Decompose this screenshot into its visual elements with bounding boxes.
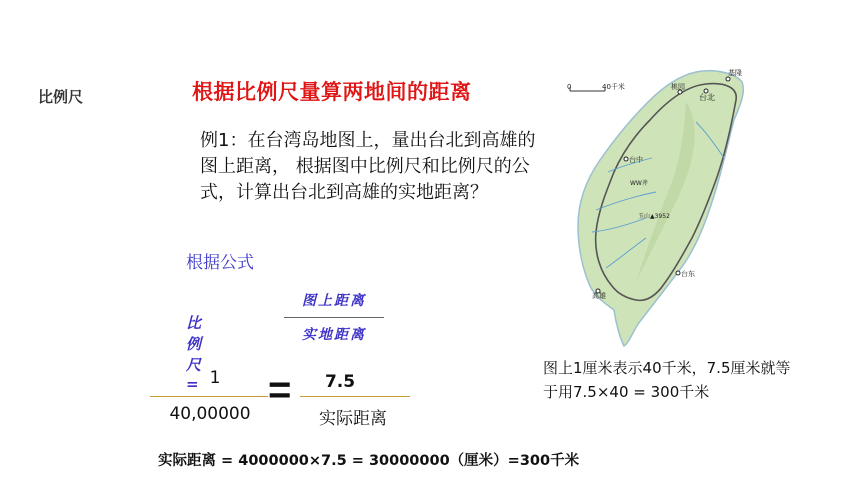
label-taoyuan: 桃园 xyxy=(671,83,685,91)
scale-formula-denominator: 实地距离 xyxy=(302,327,366,343)
label-yushan: 玉山▲3952 xyxy=(638,213,670,220)
label-taichung: 台中 xyxy=(629,156,643,164)
label-taitung: 台东 xyxy=(681,270,695,278)
label-kaohsiung: 高雄 xyxy=(592,292,606,300)
map-caption: 图上1厘米表示40千米，7.5厘米就等于用7.5×40 = 300千米 xyxy=(543,359,791,401)
scale-formula-bar xyxy=(284,317,384,318)
formula-label: 根据公式 xyxy=(186,253,254,273)
taitung-marker xyxy=(676,271,680,275)
scale-formula-numerator: 图上距离 xyxy=(302,293,366,309)
scale-formula-lhs: 比例尺= xyxy=(186,314,205,393)
label-keelung: 基隆 xyxy=(728,69,742,77)
island-shape xyxy=(578,71,743,346)
slide-title: 根据比例尺量算两地间的距离 xyxy=(192,80,472,104)
example-question: 例1：在台湾岛地图上，量出台北到高雄的图上距离， 根据图中比例尺和比例尺的公式，计算出台北到高雄的实地距离？ xyxy=(200,130,536,203)
right-fraction-bar xyxy=(300,396,410,397)
right-fraction-denominator: 实际距离 xyxy=(319,409,387,429)
map-scale-bar xyxy=(567,82,625,91)
label-river: WW斧 xyxy=(630,180,648,187)
left-fraction-numerator: 1 xyxy=(209,368,221,388)
scale-zero: 0 xyxy=(567,83,572,91)
equals-sign: = xyxy=(268,368,292,412)
taichung-marker xyxy=(624,157,628,161)
left-fraction-bar xyxy=(150,396,268,397)
taiwan-map xyxy=(556,62,756,351)
left-fraction-denominator: 40,00000 xyxy=(169,404,251,424)
keelung-marker xyxy=(726,77,730,81)
scale-text: 40千米 xyxy=(602,83,625,91)
result-equation: 实际距离 = 4000000×7.5 = 30000000（厘米）=300千米 xyxy=(158,453,580,469)
right-fraction-numerator: 7.5 xyxy=(324,372,356,392)
label-taipei: 台北 xyxy=(699,93,715,102)
section-label: 比例尺 xyxy=(38,88,84,106)
